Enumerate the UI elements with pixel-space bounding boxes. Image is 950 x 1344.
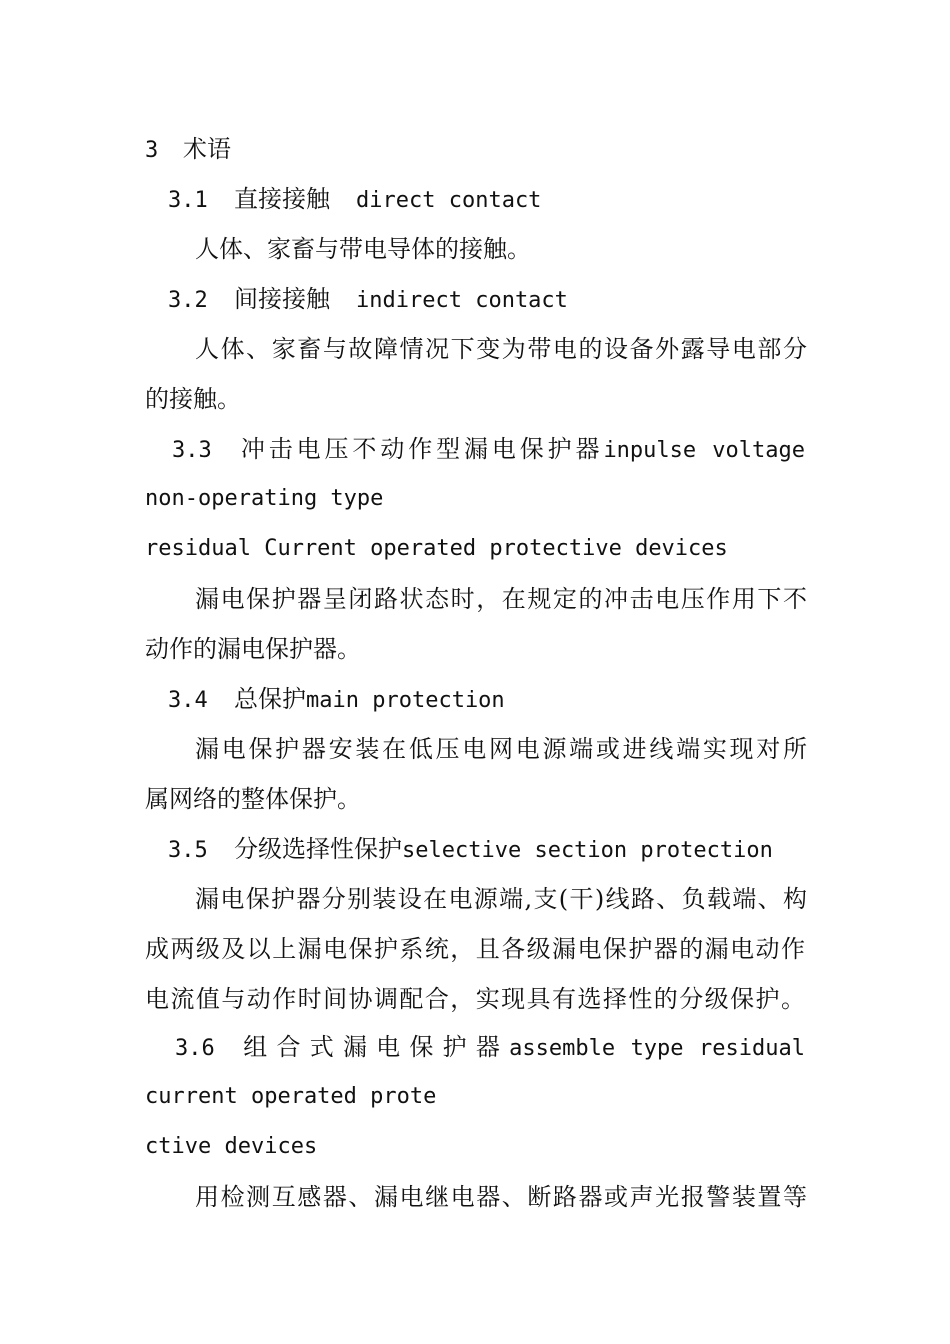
term-heading-3-2	[168, 274, 808, 324]
definition-3-3-line2: 动作的漏电保护器。	[145, 635, 361, 663]
definition-3-4-line1: 漏电保护器安装在低压电网电源端或进线端实现对所	[195, 735, 807, 763]
definition-3-3-line1: 漏电保护器呈闭路状态时，在规定的冲击电压作用下不	[195, 585, 807, 613]
term-chinese: 冲击电压不动作型漏电保护器	[238, 435, 604, 463]
section-heading	[145, 124, 805, 174]
term-chinese: 组合式漏电保护器	[241, 1033, 510, 1061]
term-english: inpulse voltage	[603, 438, 805, 463]
definition-3-2-line1: 人体、家畜与故障情况下变为带电的设备外露导电部分	[195, 335, 807, 363]
term-number: 3.2	[168, 288, 208, 313]
term-english: main protection	[306, 688, 505, 713]
section-title: 术语	[183, 135, 231, 163]
section-number: 3	[145, 138, 159, 163]
term-english-3-6-line3: ctive devices	[145, 1134, 318, 1159]
definition-3-4-line2: 属网络的整体保护。	[145, 785, 361, 813]
term-number: 3.4	[168, 688, 208, 713]
definition-3-5-line3: 电流值与动作时间协调配合，实现具有选择性的分级保护。	[145, 985, 805, 1013]
term-heading-3-1	[168, 174, 808, 224]
definition-3-5-line2: 成两级及以上漏电保护系统，且各级漏电保护器的漏电动作	[145, 935, 805, 963]
definition-3-5-line1: 漏电保护器分别装设在电源端,支(干)线路、负载端、构	[195, 885, 807, 913]
term-heading-3-5	[168, 824, 808, 874]
term-number: 3.6	[175, 1036, 215, 1061]
term-chinese: 直接接触	[234, 185, 330, 213]
term-number: 3.5	[168, 838, 208, 863]
term-heading-3-4	[168, 674, 808, 724]
term-english-3-3-line3: residual Current operated protective devices	[145, 536, 728, 561]
term-english: assemble type residual	[509, 1036, 805, 1061]
definition-3-2-line2: 的接触。	[145, 385, 241, 413]
term-heading-3-6	[175, 1022, 805, 1072]
term-chinese: 总保护	[234, 685, 306, 713]
definition-3-6-line1: 用检测互感器、漏电继电器、断路器或声光报警装置等	[195, 1183, 807, 1211]
term-number: 3.1	[168, 188, 208, 213]
term-heading-3-3	[172, 424, 805, 474]
term-english: direct contact	[356, 188, 542, 213]
term-chinese: 间接接触	[234, 285, 330, 313]
term-number: 3.3	[172, 438, 212, 463]
term-english-3-6-line2: current operated prote	[145, 1084, 437, 1109]
term-english: selective section protection	[402, 838, 773, 863]
term-chinese: 分级选择性保护	[234, 835, 402, 863]
definition-3-1: 人体、家畜与带电导体的接触。	[195, 235, 531, 263]
term-english: indirect contact	[356, 288, 568, 313]
term-english-3-3-line2: non-operating type	[145, 486, 384, 511]
